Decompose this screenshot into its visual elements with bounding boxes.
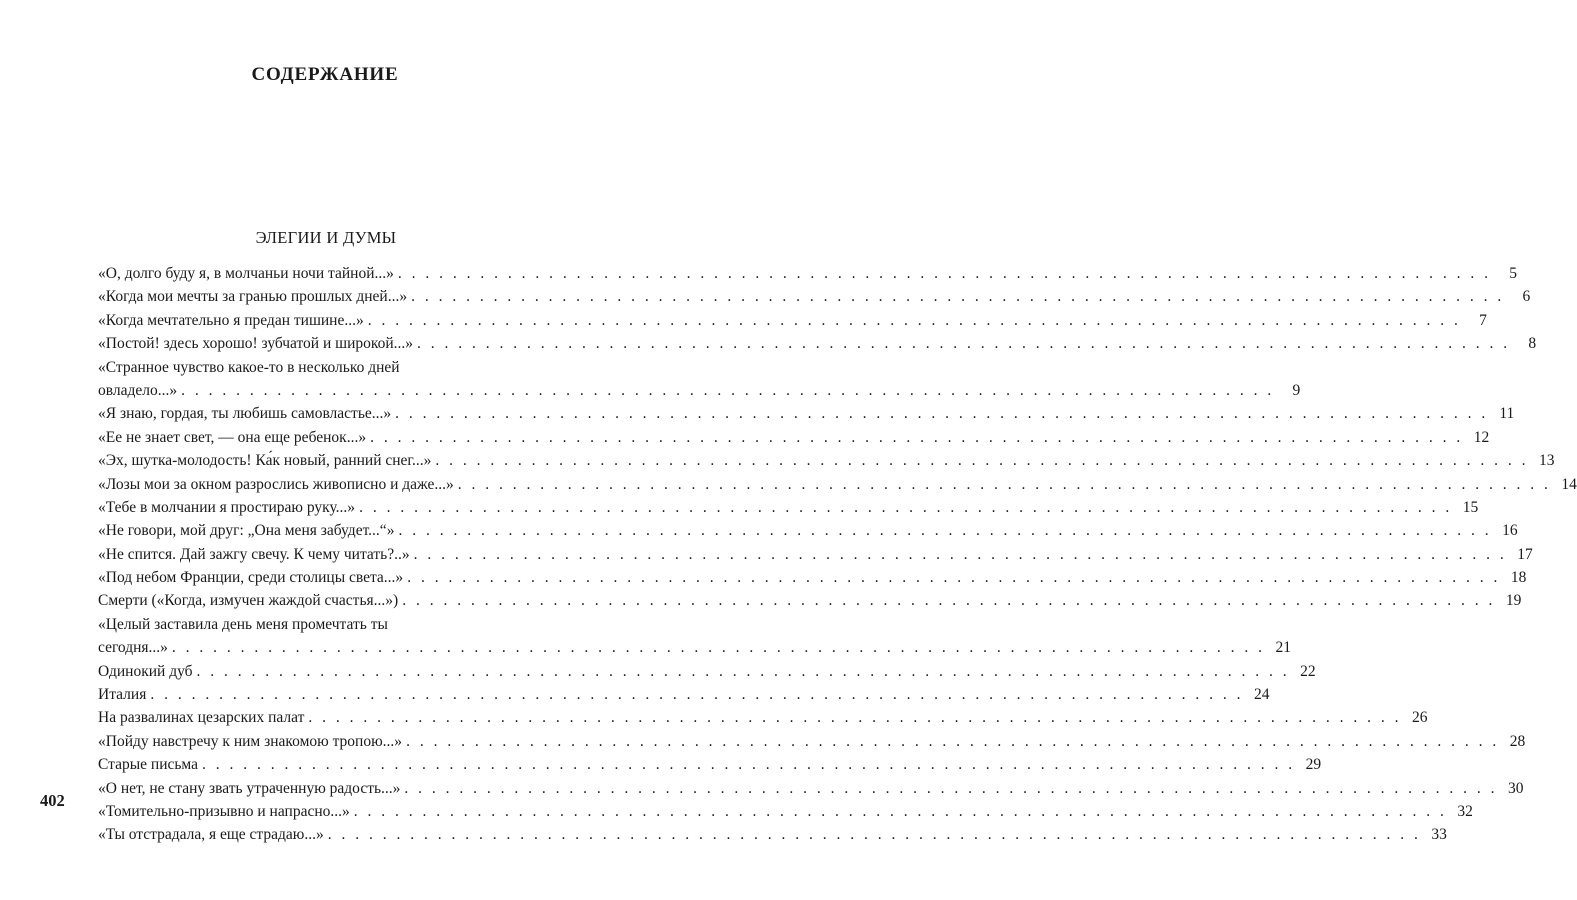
toc-entry-title: «Когда мечтательно я предан тишине...» [98,311,364,329]
toc-entry-title: «О, долго буду я, в молчаньи ночи тайной...» [98,265,394,282]
toc-entry-page-number: 24 [1253,686,1270,704]
section-title: ЭЛЕГИИ И ДУМЫ [255,228,397,247]
toc-entry-page-number: 13 [1539,452,1555,470]
dot-leader: . . . . . . . . . . . . . . . . . . . . . . . . . . . . . . . . . . . . . . . . . . . . . . . . . . . . . . . . . . . . . . . . . . . . . . . . . . . . . . . . [395,405,1489,423]
toc-entry [98,285,1531,308]
toc-entry-page-number: 22 [1300,662,1316,680]
toc-entry [98,402,1515,425]
toc-entry-title: «Когда мои мечты за гранью прошлых дней...» [98,288,408,306]
toc-entry-page-number: 17 [1517,545,1533,563]
dot-leader: . . . . . . . . . . . . . . . . . . . . . . . . . . . . . . . . . . . . . . . . . . . . . . . . . . . . . . . . . . . . . . . . . . . . . . . . . . . . . . . . [367,311,1461,329]
toc-entry [98,543,1533,566]
toc-entry-page-number: 16 [1502,522,1518,540]
toc-entry-page-number: 8 [1528,335,1537,353]
toc-entry-page-number: 33 [1431,826,1447,844]
toc-entry [98,683,1270,706]
dot-leader: . . . . . . . . . . . . . . . . . . . . . . . . . . . . . . . . . . . . . . . . . . . . . . . . . . . . . . . . . . . . . . . . . . . . . . . . . . . . . . . . [196,662,1290,680]
toc-entry [98,519,1518,542]
toc-entry [98,262,1517,285]
toc-entry [98,800,1473,823]
toc-entry [98,473,1577,496]
toc-entry [98,426,1490,449]
toc-entry-page-number: 18 [1510,569,1527,587]
toc-entry-title: овладело...» [98,381,178,399]
toc-entry [98,753,1322,776]
toc-entry-page-number: 19 [1505,592,1522,610]
table-of-contents [98,262,1577,847]
dot-leader: . . . . . . . . . . . . . . . . . . . . . . . . . . . . . . . . . . . . . . . . . . . . . . . . . . . . . . . . . . . . . . . . . . . . . . . . . . . . . . . . [308,709,1402,727]
dot-leader: . . . . . . . . . . . . . . . . . . . . . . . . . . . . . . . . . . . . . . . . . . . . . . . . . . . . . . . . . . . . . . . . . . . . . . . . . . . . . . . . [406,732,1500,750]
dot-leader: . . . . . . . . . . . . . . . . . . . . . . . . . . . . . . . . . . . . . . . . . . . . . . . . . . . . . . . . . . . . . . . . . . . . . . . . . . . . . . . . [150,686,1244,704]
dot-leader: . . . . . . . . . . . . . . . . . . . . . . . . . . . . . . . . . . . . . . . . . . . . . . . . . . . . . . . . . . . . . . . . . . . . . . . . . . . . . . . . [411,288,1505,306]
dot-leader: . . . . . . . . . . . . . . . . . . . . . . . . . . . . . . . . . . . . . . . . . . . . . . . . . . . . . . . . . . . . . . . . . . . . . . . . . . . . . . . . [413,545,1507,563]
toc-entry-page-number: 11 [1499,405,1515,423]
toc-entry-page-number: 26 [1412,709,1428,727]
dot-leader: . . . . . . . . . . . . . . . . . . . . . . . . . . . . . . . . . . . . . . . . . . . . . . . . . . . . . . . . . . . . . . . . . . . . . . . . . . . . . . . . [359,498,1453,516]
toc-entry-page-number: 14 [1561,475,1577,493]
toc-entry-page-number: 28 [1509,732,1526,750]
toc-entry-page-number: 9 [1292,381,1301,399]
toc-entry-page-number: 21 [1275,639,1292,657]
toc-entry-page-number: 6 [1522,288,1531,306]
toc-entry [98,730,1526,753]
dot-leader: . . . . . . . . . . . . . . . . . . . . . . . . . . . . . . . . . . . . . . . . . . . . . . . . . . . . . . . . . . . . . . . . . . . . . . . . . . . . . . . . [327,826,1421,844]
toc-entry-title: «Под небом Франции, среди столицы света...» [98,569,404,587]
toc-entry-title: Смерти («Когда, измучен жаждой счастья...») [98,592,399,610]
dot-leader: . . . . . . . . . . . . . . . . . . . . . . . . . . . . . . . . . . . . . . . . . . . . . . . . . . . . . . . . . . . . . . . . . . . . . . . . . . . . . . . . [404,779,1498,797]
dot-leader: . . . . . . . . . . . . . . . . . . . . . . . . . . . . . . . . . . . . . . . . . . . . . . . . . . . . . . . . . . . . . . . . . . . . . . . . . . . . . . . . [370,428,1464,446]
page-number-folio: 402 [40,791,65,810]
toc-entry-title: «Тебе в молчании я простираю руку...» [98,498,356,516]
toc-entry [98,449,1555,472]
dot-leader: . . . . . . . . . . . . . . . . . . . . . . . . . . . . . . . . . . . . . . . . . . . . . . . . . . . . . . . . . . . . . . . . . . . . . . . . . . . . . . . . [435,452,1529,470]
toc-entry-title: Старые письма [98,756,199,774]
page-title: СОДЕРЖАНИЕ [251,64,399,85]
toc-entry-page-number: 15 [1462,498,1479,516]
toc-entry-title: Италия [98,686,147,704]
dot-leader: . . . . . . . . . . . . . . . . . . . . . . . . . . . . . . . . . . . . . . . . . . . . . . . . . . . . . . . . . . . . . . . . . . . . . . . . . . . . . . . . [398,522,1492,540]
dot-leader: . . . . . . . . . . . . . . . . . . . . . . . . . . . . . . . . . . . . . . . . . . . . . . . . . . . . . . . . . . . . . . . . . . . . . . . . . . . . . . . . [407,569,1501,587]
toc-entry-title: «Постой! здесь хорошо! зубчатой и широкой...» [98,335,414,353]
toc-entry-title: На развалинах цезарских палат [98,709,305,727]
toc-entry [98,589,1522,612]
toc-entry-title: «Не говори, мой друг: „Она меня забудет...“» [98,522,395,540]
toc-entry-title: «О нет, не стану звать утраченную радость...» [98,779,401,797]
toc-entry [98,566,1527,589]
toc-entry-title: «Не спится. Дай зажгу свечу. К чему читать?..» [98,545,410,563]
dot-leader: . . . . . . . . . . . . . . . . . . . . . . . . . . . . . . . . . . . . . . . . . . . . . . . . . . . . . . . . . . . . . . . . . . . . . . . . . . . . . . . . [417,335,1511,353]
toc-entry [98,356,1301,403]
toc-entry-page-number: 29 [1305,756,1322,774]
dot-leader: . . . . . . . . . . . . . . . . . . . . . . . . . . . . . . . . . . . . . . . . . . . . . . . . . . . . . . . . . . . . . . . . . . . . . . . . . . . . . . . . [171,639,1266,657]
toc-entry-page-number: 32 [1457,803,1473,821]
toc-entry-title: «Лозы мои за окном разрослись живописно и даже...» [98,475,454,493]
toc-entry [98,823,1447,846]
toc-entry-title: Одинокий дуб [98,662,193,680]
dot-leader: . . . . . . . . . . . . . . . . . . . . . . . . . . . . . . . . . . . . . . . . . . . . . . . . . . . . . . . . . . . . . . . . . . . . . . . . . . . . . . . . [397,265,1491,282]
toc-entry-title: «Эх, шутка-молодость! Ка́к новый, ранний снег...» [98,452,432,470]
toc-entry [98,777,1524,800]
toc-entry [98,332,1537,355]
dot-leader: . . . . . . . . . . . . . . . . . . . . . . . . . . . . . . . . . . . . . . . . . . . . . . . . . . . . . . . . . . . . . . . . . . . . . . . . . . . . . . . . [202,756,1296,774]
toc-entry-title: сегодня...» [98,639,168,657]
toc-entry-page-number: 7 [1479,311,1487,329]
toc-entry-title: «Пойду навстречу к ним знакомою тропою...» [98,732,403,750]
toc-entry-title: «Я знаю, гордая, ты любишь самовластье...» [98,405,392,423]
toc-entry-title: «Ее не знает свет, — она еще ребенок...» [98,428,367,446]
toc-entry-title: «Томительно-призывно и напрасно...» [98,803,350,821]
toc-entry [98,496,1479,519]
dot-leader: . . . . . . . . . . . . . . . . . . . . . . . . . . . . . . . . . . . . . . . . . . . . . . . . . . . . . . . . . . . . . . . . . . . . . . . . . . . . . . . . [457,475,1551,493]
toc-entry-title-line: «Целый заставила день меня промечтать ты [98,615,388,633]
dot-leader: . . . . . . . . . . . . . . . . . . . . . . . . . . . . . . . . . . . . . . . . . . . . . . . . . . . . . . . . . . . . . . . . . . . . . . . . . . . . . . . . [353,803,1447,821]
toc-entry-page-number: 5 [1509,265,1517,282]
toc-entry-title: «Ты отстрадала, я еще страдаю...» [98,826,324,844]
toc-entry-title-line: «Странное чувство какое-то в несколько дней [98,358,400,376]
toc-entry [98,613,1292,660]
dot-leader: . . . . . . . . . . . . . . . . . . . . . . . . . . . . . . . . . . . . . . . . . . . . . . . . . . . . . . . . . . . . . . . . . . . . . . . . . . . . . . . . [181,381,1275,399]
toc-entry [98,309,1487,332]
toc-entry [98,660,1316,683]
toc-entry-page-number: 30 [1508,779,1524,797]
toc-entry-page-number: 12 [1473,428,1490,446]
toc-entry [98,706,1428,729]
dot-leader: . . . . . . . . . . . . . . . . . . . . . . . . . . . . . . . . . . . . . . . . . . . . . . . . . . . . . . . . . . . . . . . . . . . . . . . . . . . . . . . . [402,592,1496,610]
